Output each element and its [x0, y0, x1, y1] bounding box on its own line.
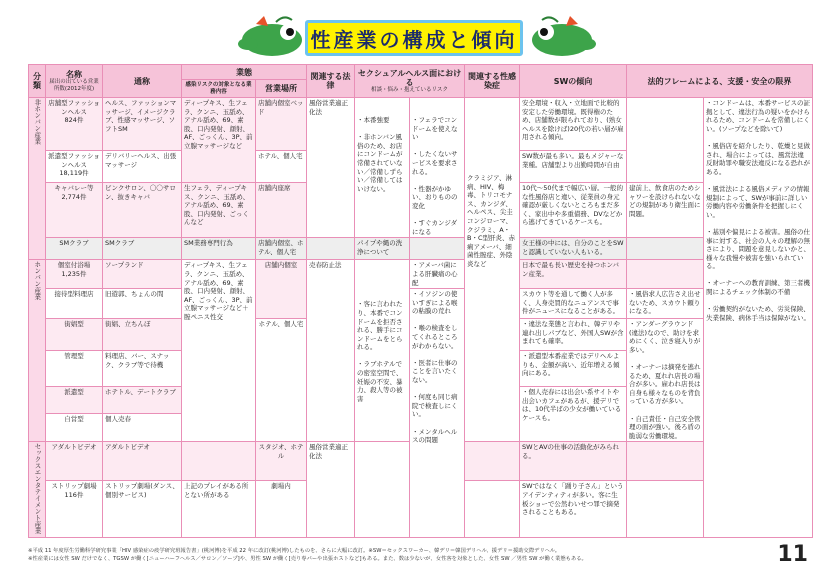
- header-legal: 法的フレームによる、支援・安全の限界: [627, 65, 813, 98]
- row-name: 自営型: [46, 414, 103, 442]
- row-name: ストリップ劇場 116件: [46, 481, 103, 538]
- header-place: 営業場所: [256, 80, 307, 98]
- header-sti: 関連する性感染症: [465, 65, 520, 98]
- row-common: アダルトビデオ: [103, 442, 182, 481]
- sw-trend: ・違法な業態と言われ、韓デリや連れ出しパブなど、外国人SWが含まれても確率。: [520, 319, 627, 351]
- sw-trend: SWではなく「踊り子さん」というアイデンティティが多い。客に生板ショーで公然わいせつ罪で摘発されることもある。: [520, 481, 627, 538]
- footnote-2: ※性産業には女性 SW だけでなく、TGSW が働く[ニューハーフヘルス／サロン／ソープ]や、男性 SW が働く[売り専バーや出張ホストなど]もある。また、数は少ないが、女性客を対象とした、女性 SW ／男性 SW が働く業態もある。: [28, 556, 587, 562]
- footnote-1: ※平成 11 年度厚生労働科学研究事業「HIV 感染症の疫学研究班報告書」(桃河博)を平成 22 年に改訂(桃河博)したものを、さらに大幅に改訂。※SW＝セックスワーカー、韓デリ＝韓国デリヘル、援デリ＝援助交際デリヘル。: [28, 548, 561, 554]
- sw-trend: 女王様の中には、自分のことをSWと認識していない人もいる。: [520, 238, 627, 260]
- row-name: SMクラブ: [46, 238, 103, 260]
- header-common-name: 通称: [103, 65, 182, 98]
- legal-empty: [627, 442, 704, 481]
- category-non-honban: 非ホンバン産業: [29, 98, 46, 260]
- honban-risk-b: ・イソジンの使いすぎによる喉の粘膜の荒れ ・喉の検査をしてくれるところがわからない。 ・医者に仕事のことを言いたくない。 ・何度も同じ病院で検査しにくい。 ・メンタルヘルスの問題: [410, 289, 465, 538]
- header-sexual-health: セクシュアルヘルス面における 相談・悩み・抱えているリスク: [355, 65, 465, 98]
- row-common: 旧遊郭、ちょんの間: [103, 289, 182, 319]
- sw-trend: 10代〜50代まで幅広い層。一般的な性風俗店と違い、従業員の身元確認が厳しくないところもまだ多く、家出中や多重債務、DVなどから逃げてきているケースも。: [520, 182, 627, 237]
- row-name: 管理型: [46, 351, 103, 387]
- left-mascot-icon: [236, 14, 312, 60]
- page-title: 性産業の構成と傾向: [310, 27, 518, 52]
- header-sw-trend: SWの傾向: [520, 65, 627, 98]
- sw-trend: スカウト等を通して働く人が多く、人身売買的なニュアンスで事件がニュースになることがある。: [520, 289, 627, 319]
- row-place: ホテル、個人宅: [256, 319, 307, 442]
- category-entertainment: セックスエンタテイメント産業: [29, 442, 46, 538]
- sti-empty: [465, 442, 520, 481]
- legal-empty: [627, 260, 704, 289]
- risk-empty: [182, 442, 256, 481]
- row-place: 店舗内座席: [256, 182, 307, 237]
- non-honban-risk-2: ・フェラでコンドームを使えない ・したくないサービスを要求される。 ・性器がかゆい、おりものの変化 ・すぐカンジダになる: [410, 98, 465, 238]
- header-business: 業態: [182, 65, 307, 80]
- sw-trend: 日本で最も長い歴史を持つホンバン産業。: [520, 260, 627, 289]
- row-common: 料理店、バー、スナック、クラブ等で待機: [103, 351, 182, 387]
- amoeba-note: ・アメーバ菌による肝臓痛の心配: [410, 260, 465, 289]
- legal-mid: 建前上、飲食店のためシャワーを設けられないなどの規制があり衛生面に問題。: [627, 182, 704, 237]
- row-name: キャバレー等 2,774件: [46, 182, 103, 237]
- row-risk: 上記のプレイがある所とない所がある: [182, 481, 256, 538]
- row-common: 個人売春: [103, 414, 182, 442]
- row-place: スタジオ、ホテル: [256, 442, 307, 481]
- row-name: アダルトビデオ: [46, 442, 103, 481]
- header-name: 名称 届出の出ている営業所数(2012年度): [46, 65, 103, 98]
- pipe-note: パイプや縄の洗浄について: [355, 238, 410, 260]
- header-risk-target: 感染リスクの対象となる業務内容: [182, 80, 256, 98]
- category-honban: ホンバン産業: [29, 260, 46, 442]
- law-baishun: 売春防止法: [307, 260, 355, 442]
- header-law: 関連する法律: [307, 65, 355, 98]
- row-risk: 生フェラ、ディープキス、クンニ、玉舐め、アナル舐め、69、素股、口内発射、ごっくんなど: [182, 182, 256, 237]
- row-place: 店舗内個室、ホテル、個人宅: [256, 238, 307, 260]
- legal-empty: [627, 481, 704, 538]
- row-place: ホテル、個人宅: [256, 151, 307, 183]
- law-fuei-1: 風俗営業適正化法: [307, 98, 355, 238]
- honban-risk-a: ・客に言われたり、本番でコンドームを拒否される、勝手にコンドームをとられる。 ・ラブホテルでの密室空間で、妊娠の不安、暴力、殺人等の被害: [355, 260, 410, 442]
- row-common: ホテトル、デートクラブ: [103, 387, 182, 414]
- industry-table: [28, 64, 813, 538]
- row-place: 劇場内: [256, 481, 307, 538]
- legal-empty: [627, 238, 704, 260]
- sw-trend: 安全環境・収入・立地面で比較的安定した労働環境。既得権のため、店舗数が限られており、(熟女ヘルスを除けば)20代の若い層が雇用される傾向。: [520, 98, 627, 151]
- row-place: 店舗内個室: [256, 260, 307, 319]
- page-title-box: [305, 20, 523, 56]
- row-name: 接待型料理店: [46, 289, 103, 319]
- header-category: 分類: [29, 65, 46, 98]
- sw-trend: ・派遣型本番産業ではデリヘルよりも、金額が高い、近年増える傾向にある。: [520, 351, 627, 387]
- row-risk: SM業務専門行為: [182, 238, 256, 260]
- law-fuei-2: 風俗営業適正化法: [307, 442, 355, 538]
- row-place: 店舗内個室ベッド: [256, 98, 307, 151]
- legal-recruit: ・風俗求人広告さえ出せないため、スカウト頼りになる。: [627, 289, 704, 319]
- row-common: ヘルス、ファッションマッサージ、イメージクラブ、性感マッサージ、ソフトSM: [103, 98, 182, 151]
- row-name: 個室付浴場 1,235件: [46, 260, 103, 289]
- row-name: 派遣型: [46, 387, 103, 414]
- sw-trend: SW数が最も多い。最もメジャーな業種。店舗型より出勤時間が自由: [520, 151, 627, 183]
- right-mascot-icon: [522, 14, 598, 60]
- row-name: 街娼型: [46, 319, 103, 351]
- sti-list: クラミジア、淋病、HIV、梅毒、トリコモナス、カンジダ、ヘルペス、尖圭コンジローマ、クジラミ、A・B・C型肝炎、赤痢アメーバ、細菌性膣症、外陰炎など: [465, 98, 520, 442]
- row-common: 街娼、立ちんぼ: [103, 319, 182, 351]
- legal-empty: [627, 98, 704, 183]
- title-area: [0, 0, 830, 62]
- row-common: ピンクサロン、〇〇サロン、抜きキャバ: [103, 182, 182, 237]
- law-empty: [307, 238, 355, 260]
- legal-honban: ・アンダーグラウンド(違法)なので、助けを求めにくく、泣き寝入りが多い。 ・オーナーは摘発を逃れるため、夏れれ店長の場合が多い。雇われ店長は自身も様々なものを背負っている方が多い。 ・自己責任・自己安全管理の面が強い。後ろ盾の脆弱な労働環境。: [627, 319, 704, 442]
- legal-right: ・コンドームは、本番サービスの証拠として、違法行為の疑いをかけられるため、コンドームを常備しにくい。(ソープなどを除いて) ・風俗店を紹介したり、乾燥と見做され、場合によっては、風営法違反財助罪や職安法違反になる恐れがある。 ・風営法による風俗メディアの情報規制によって、SWが事前に詳しい労働内容や労働条件を把握しにくい。 ・基別や偏見による被害。風俗の仕事に対する、社会の人々の理解の無さにより、問題を意見しないかと、様々な我慢や被害を強いられている。 ・オーナーへの教育訓練、第三者機関によるチェック体制の不備 ・労働契約がないため、労災保険、失業保険、病休手当は保障がない。: [704, 98, 813, 538]
- honban-risk: ディープキス、生フェラ、クンニ、玉舐め、アナル舐め、69、素股、口内発射、顔射、AF、ごっくん、3P、前立腺マッサージなど＋膣ペニス性交: [182, 260, 256, 442]
- row-common: ソープランド: [103, 260, 182, 289]
- sexual-health-empty: [410, 238, 465, 260]
- sw-trend: SWとAVの仕事の活動化がみられる。: [520, 442, 627, 481]
- non-honban-risk-1: ・本番強要 ・非ホンバン風俗のため、お店にコンドームが常備されていない／常備しずらい／常備してはいけない。: [355, 98, 410, 238]
- row-common: デリバリーヘルス、出張マッサージ: [103, 151, 182, 183]
- row-common: SMクラブ: [103, 238, 182, 260]
- sti-empty: [465, 481, 520, 538]
- entertainment-risk-empty: [355, 442, 410, 538]
- row-risk: ディープキス、生フェラ、クンニ、玉舐め、アナル舐め、69、素股、口内発射、顔射、AF、ごっくん、3P、前立腺マッサージなど: [182, 98, 256, 183]
- row-name: 店舗型ファッションヘルス 824件: [46, 98, 103, 151]
- row-common: ストリップ劇場(ダンス、個別サービス): [103, 481, 182, 538]
- page-number: 11: [777, 542, 808, 567]
- sw-trend: ・個人売春には出会い系サイトや出会いカフェがあるが、援デリでは、10代半ばの少女が働いているケースも。: [520, 387, 627, 442]
- row-name: 派遣型ファッションヘルス 18,119件: [46, 151, 103, 183]
